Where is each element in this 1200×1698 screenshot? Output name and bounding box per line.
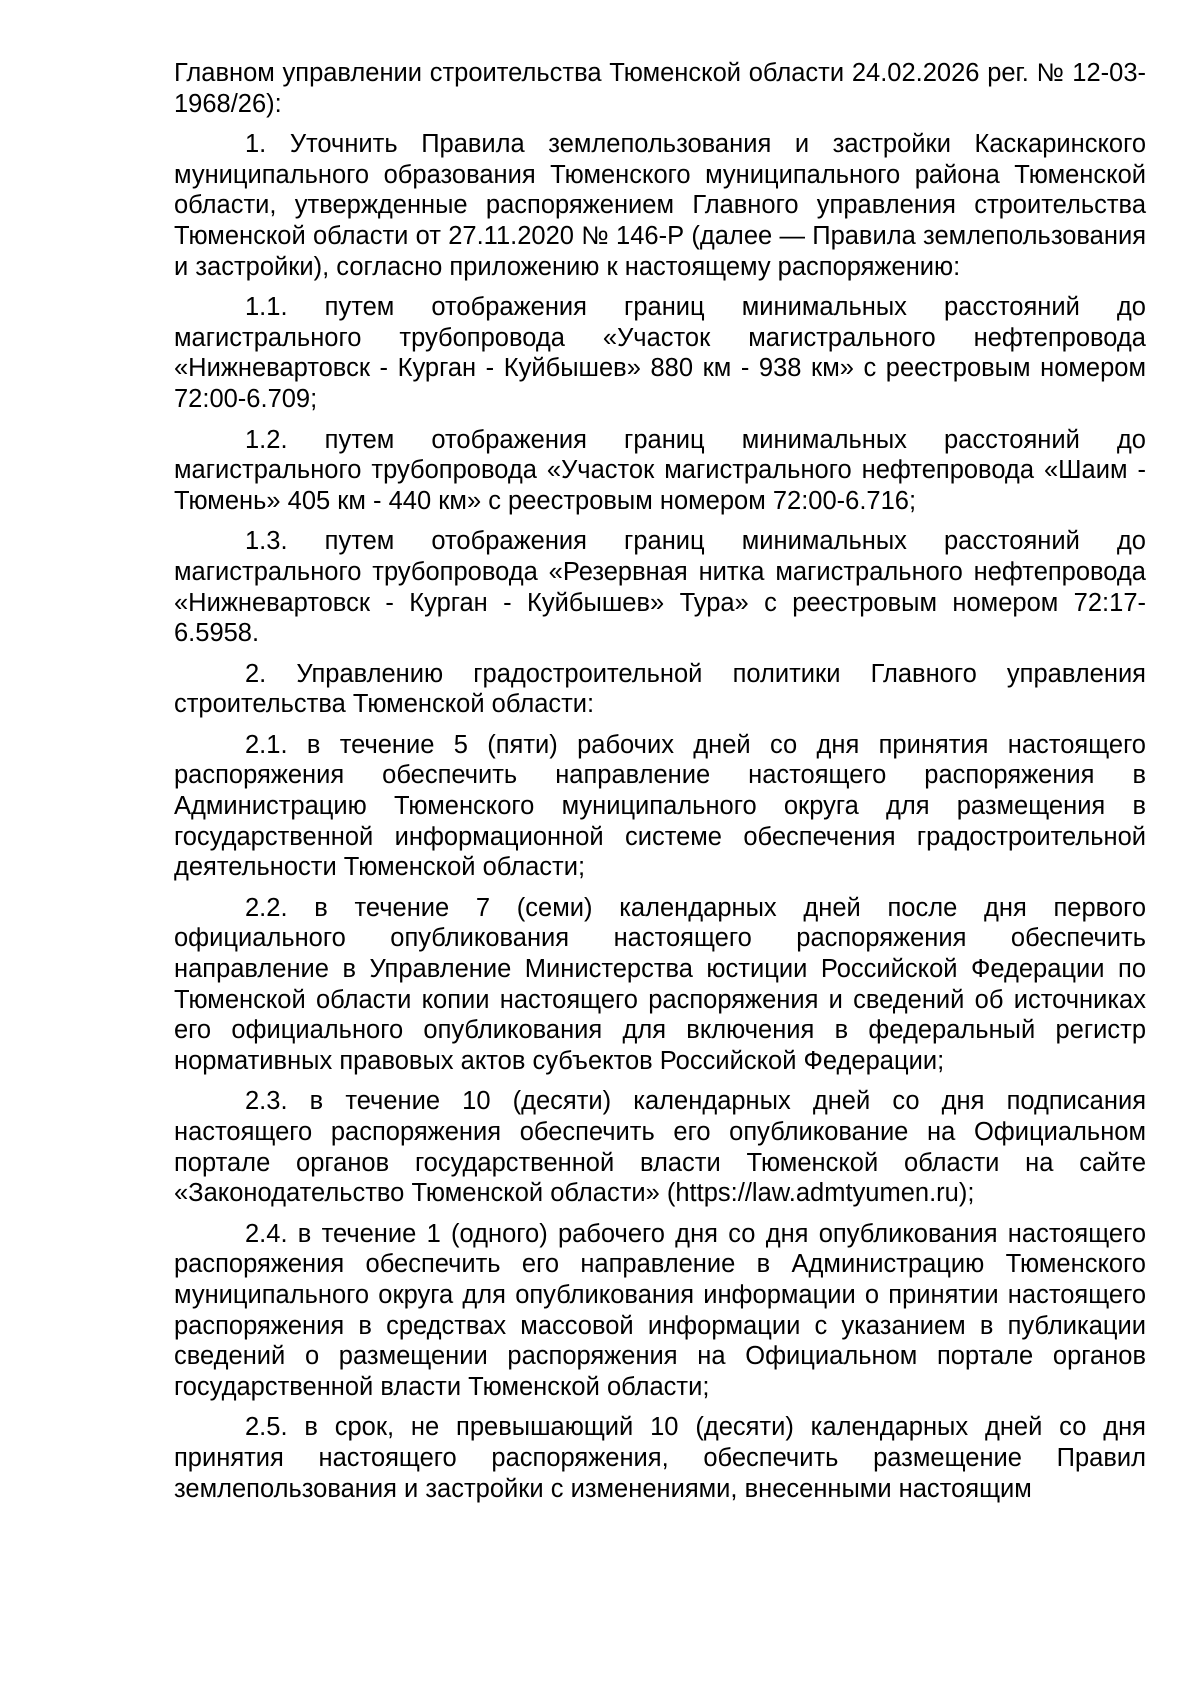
paragraph-item-2-3: 2.3. в течение 10 (десяти) календарных дней со дня подписания настоящего распоряжения обеспечить его опубликование на Официальном портале органов государственной власти Тюменской области на сайте «Законодательство Тюменской области» (https://law.admtyumen.ru); <box>174 1087 1146 1208</box>
paragraph-item-2: 2. Управлению градостроительной политики Главного управления строительства Тюменской области: <box>174 659 1146 719</box>
paragraph-item-1-1: 1.1. путем отображения границ минимальных расстояний до магистрального трубопровода «Участок магистрального нефтепровода «Нижневартовск - Курган - Куйбышев» 880 км - 938 км» с реестровым номером 72:00-6.709; <box>174 293 1146 413</box>
paragraph-item-2-2: 2.2. в течение 7 (семи) календарных дней после дня первого официального опубликования настоящего распоряжения обеспечить направление в Управление Министерства юстиции Российской Федерации по Тюменской области копии настоящего распоряжения и сведений об источниках его официального опубликования для включения в федеральный регистр нормативных правовых актов субъектов Российской Федерации; <box>174 893 1146 1075</box>
paragraph-item-2-1: 2.1. в течение 5 (пяти) рабочих дней со дня принятия настоящего распоряжения обеспечить направление настоящего распоряжения в Администрацию Тюменского муниципального округа для размещения в государственной информационной системе обеспечения градостроительной деятельности Тюменской области; <box>174 730 1146 882</box>
paragraph-item-1-2: 1.2. путем отображения границ минимальных расстояний до магистрального трубопровода «Участок магистрального нефтепровода «Шаим - Тюмень» 405 км - 440 км» с реестровым номером 72:00-6.716; <box>174 425 1146 515</box>
document-body <box>174 58 1146 1514</box>
paragraph-item-1: 1. Уточнить Правила землепользования и застройки Каскаринского муниципального образования Тюменского муниципального района Тюменской области, утвержденные распоряжением Главного управления строительства Тюменской области от 27.11.2020 № 146-Р (далее — Правила землепользования и застройки), согласно приложению к настоящему распоряжению: <box>174 130 1146 281</box>
paragraph-item-2-4: 2.4. в течение 1 (одного) рабочего дня со дня опубликования настоящего распоряжения обеспечить его направление в Администрацию Тюменского муниципального округа для опубликования информации о принятии настоящего распоряжения в средствах массовой информации с указанием в публикации сведений о размещении распоряжения на Официальном портале органов государственной власти Тюменской области; <box>174 1219 1146 1401</box>
paragraph-item-2-5: 2.5. в срок, не превышающий 10 (десяти) календарных дней со дня принятия настоящего распоряжения, обеспечить размещение Правил землепользования и застройки с изменениями, внесенными настоящим <box>174 1413 1146 1503</box>
paragraph-item-1-3: 1.3. путем отображения границ минимальных расстояний до магистрального трубопровода «Резервная нитка магистрального нефтепровода «Нижневартовск - Курган - Куйбышев» Тура» с реестровым номером 72:17-6.5958. <box>174 527 1146 648</box>
paragraph-intro-continuation: Главном управлении строительства Тюменской области 24.02.2026 рег. № 12-03-1968/26): <box>174 59 1146 118</box>
